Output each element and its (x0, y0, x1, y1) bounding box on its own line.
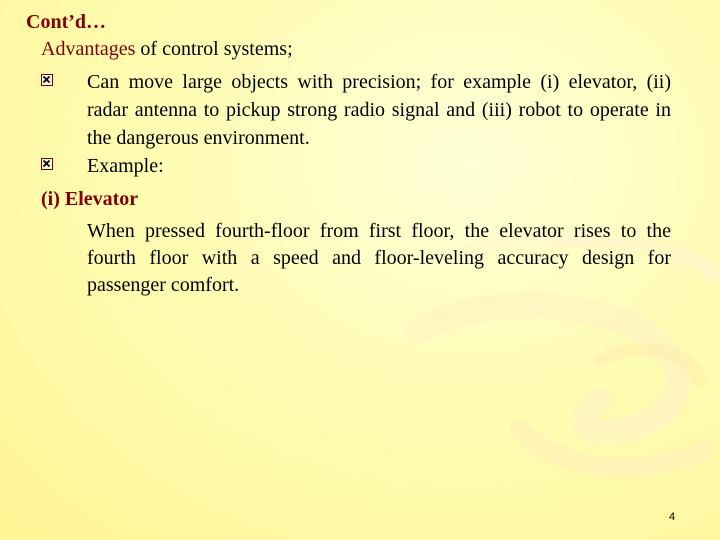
page-number: 4 (669, 511, 676, 523)
bullet-text: Example: (87, 155, 164, 177)
slide-subheading (41, 36, 293, 62)
subheading-rest: of control systems; (135, 38, 293, 60)
section-label: (i) Elevator (41, 188, 139, 210)
bullet-text: Can move large objects with precision; for example (i) elevator, (ii) radar antenna to pickup strong radio signal and (iii) robot to operate in the dangerous environment. (87, 71, 671, 149)
checkbox-x-icon (41, 158, 53, 170)
slide-heading: Cont’d… (26, 11, 107, 33)
subheading-highlight: Advantages (41, 38, 136, 60)
checkbox-x-icon (41, 74, 53, 86)
section-body: When pressed fourth-floor from first floor, the elevator rises to the fourth floor with a speed and floor-leveling accuracy design for passenger comfort. (87, 220, 671, 296)
